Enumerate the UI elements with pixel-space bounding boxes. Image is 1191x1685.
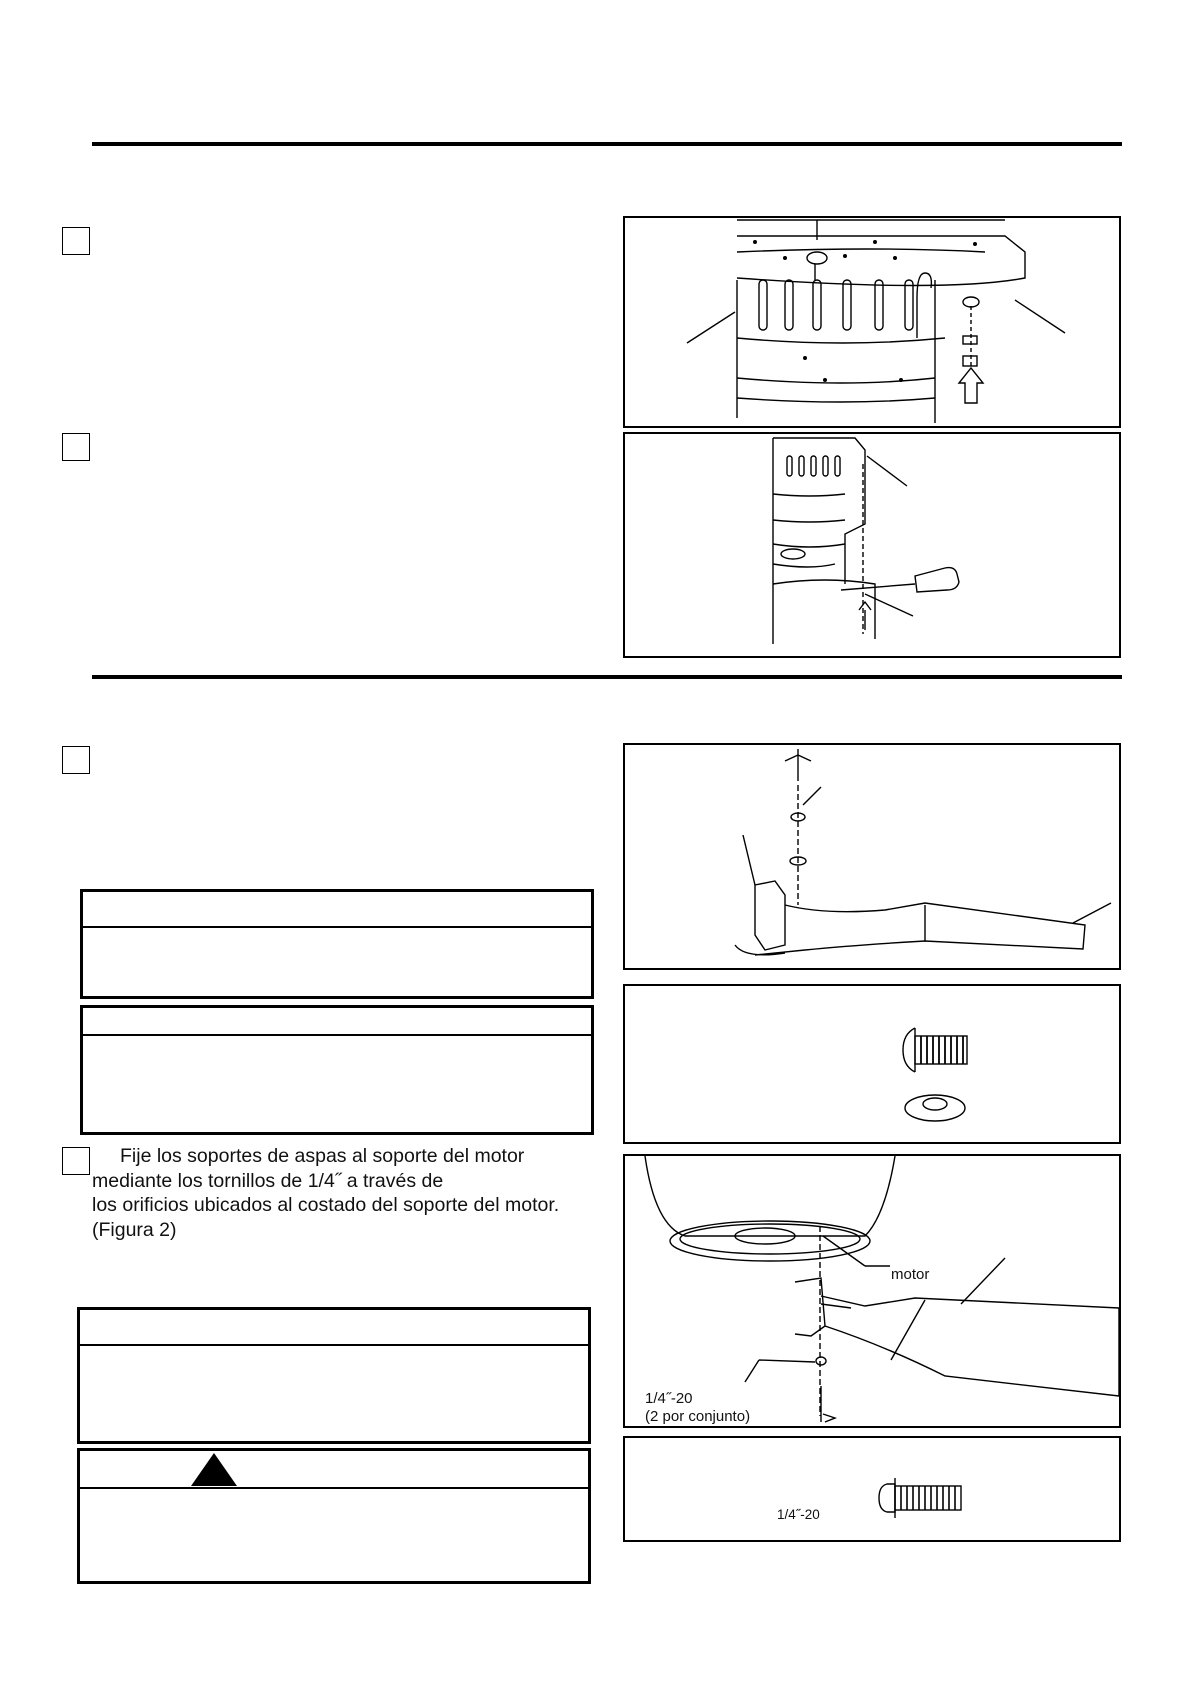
step-four-line-1: Fije los soportes de aspas al soporte del motor: [120, 1145, 525, 1167]
figure-blade-mount: [623, 1154, 1121, 1428]
step-box-2: [62, 433, 90, 461]
step-four-line-2: mediante los tornillos de 1/4˝ a través de: [92, 1169, 444, 1192]
step-four-instructions: [92, 1144, 592, 1242]
note-box-2: [80, 1005, 594, 1135]
step-four-line-4: (Figura 2): [92, 1218, 177, 1241]
figure-hardware-screw-washer: [623, 984, 1121, 1144]
figure-switch-housing: [623, 432, 1121, 658]
warning-triangle-icon: [190, 1453, 238, 1487]
figure-blade-bracket: [623, 743, 1121, 970]
note-box-3: [77, 1307, 591, 1444]
label-screw-spec-hardware: 1/4˝-20: [777, 1507, 820, 1522]
step-box-4: [62, 1147, 90, 1175]
figure-hardware-screw: [623, 1436, 1121, 1542]
figure-motor-housing: [623, 216, 1121, 428]
section-divider-middle: [92, 675, 1122, 679]
step-box-3: [62, 746, 90, 774]
label-motor: motor: [891, 1266, 930, 1283]
label-quantity: (2 por conjunto): [645, 1408, 751, 1425]
note-box-1: [80, 889, 594, 999]
warning-box: [77, 1448, 591, 1584]
step-box-1: [62, 227, 90, 255]
label-screw-spec: 1/4˝-20: [645, 1390, 693, 1407]
section-divider-top: [92, 142, 1122, 146]
step-four-line-3: los orificios ubicados al costado del soporte del motor.: [92, 1194, 560, 1216]
